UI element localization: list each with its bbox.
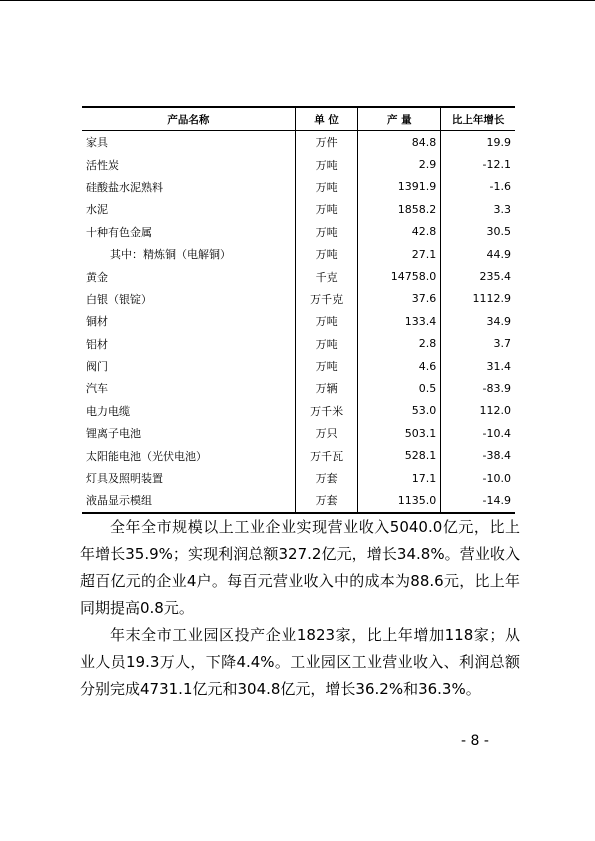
quantity-cell: 2.9 [358,153,441,175]
header-unit: 单 位 [295,107,357,131]
table-row [82,153,515,175]
unit-cell: 万吨 [295,243,357,265]
quantity-cell: 53.0 [358,400,441,422]
growth-cell: 44.9 [441,243,515,265]
unit-cell: 万吨 [295,221,357,243]
product-name-cell: 灯具及照明装置 [86,472,163,486]
product-name-cell: 黄金 [86,270,108,284]
growth-cell: -10.0 [441,467,515,489]
quantity-cell: 2.8 [358,333,441,355]
quantity-cell: 503.1 [358,422,441,444]
quantity-cell: 37.6 [358,288,441,310]
product-name-cell: 电力电缆 [86,404,130,418]
table-row [82,243,515,265]
table-row [82,221,515,243]
table-row [82,288,515,310]
growth-cell: -10.4 [441,422,515,444]
unit-cell: 万吨 [295,310,357,332]
growth-cell: 1112.9 [441,288,515,310]
growth-cell: -38.4 [441,444,515,466]
product-name-cell: 太阳能电池（光伏电池） [86,449,207,463]
unit-cell: 万千克 [295,288,357,310]
growth-cell: 3.3 [441,198,515,220]
unit-cell: 万千米 [295,400,357,422]
growth-cell: 3.7 [441,333,515,355]
header-quantity: 产 量 [358,107,441,131]
quantity-cell: 0.5 [358,377,441,399]
growth-cell: 112.0 [441,400,515,422]
product-name-cell: 其中：精炼铜（电解铜） [110,248,231,262]
growth-cell: 235.4 [441,265,515,287]
table-row [82,333,515,355]
unit-cell: 万辆 [295,377,357,399]
unit-cell: 万只 [295,422,357,444]
table-row [82,198,515,220]
top-rule [0,0,595,1]
table-row [82,489,515,512]
table-row [82,422,515,444]
table-row [82,176,515,198]
quantity-cell: 1858.2 [358,198,441,220]
unit-cell: 万吨 [295,176,357,198]
product-name-cell: 家具 [86,136,108,150]
product-name-cell: 水泥 [86,203,108,217]
quantity-cell: 84.8 [358,131,441,154]
unit-cell: 万吨 [295,355,357,377]
header-growth: 比上年增长 [441,107,515,131]
unit-cell: 万吨 [295,333,357,355]
growth-cell: 19.9 [441,131,515,154]
paragraph-revenue: 全年全市规模以上工业企业实现营业收入5040.0亿元，比上年增长35.9%；实现利润总额327.2亿元，增长34.8%。营业收入超百亿元的企业4户。每百元营业收入中的成本为88.6元，比上年同期提高0.8元。 [80,518,520,617]
product-name-cell: 锂离子电池 [86,427,141,441]
product-name-cell: 液晶显示模组 [86,494,152,508]
product-name-cell: 铜材 [86,315,108,329]
quantity-cell: 14758.0 [358,265,441,287]
product-name-cell: 阀门 [86,360,108,374]
table-body [82,131,515,513]
quantity-cell: 133.4 [358,310,441,332]
body-text [80,514,520,703]
table-row [82,444,515,466]
product-name-cell: 硅酸盐水泥熟料 [86,180,163,194]
product-name-cell: 汽车 [86,382,108,396]
page-number: - 8 - [461,733,489,749]
unit-cell: 万千瓦 [295,444,357,466]
quantity-cell: 1135.0 [358,489,441,512]
quantity-cell: 4.6 [358,355,441,377]
table-row [82,400,515,422]
header-product-name: 产品名称 [82,107,295,131]
unit-cell: 万套 [295,467,357,489]
growth-cell: -83.9 [441,377,515,399]
paragraph-industrial-parks: 年末全市工业园区投产企业1823家，比上年增加118家；从业人员19.3万人，下降4.4%。工业园区工业营业收入、利润总额分别完成4731.1亿元和304.8亿元，增长36.2%和36.3%。 [80,626,520,698]
quantity-cell: 27.1 [358,243,441,265]
unit-cell: 万吨 [295,153,357,175]
product-output-table [82,106,515,514]
quantity-cell: 42.8 [358,221,441,243]
product-name-cell: 活性炭 [86,158,119,172]
quantity-cell: 1391.9 [358,176,441,198]
table-row [82,131,515,154]
table-row [82,355,515,377]
product-name-cell: 十种有色金属 [86,225,152,239]
product-name-cell: 白银（银锭） [86,292,152,306]
growth-cell: -1.6 [441,176,515,198]
table-row [82,310,515,332]
quantity-cell: 17.1 [358,467,441,489]
growth-cell: 30.5 [441,221,515,243]
unit-cell: 千克 [295,265,357,287]
unit-cell: 万套 [295,489,357,512]
table-row [82,377,515,399]
growth-cell: -14.9 [441,489,515,512]
unit-cell: 万件 [295,131,357,154]
growth-cell: 34.9 [441,310,515,332]
table-row [82,265,515,287]
product-name-cell: 铝材 [86,337,108,351]
quantity-cell: 528.1 [358,444,441,466]
unit-cell: 万吨 [295,198,357,220]
table-header-row [82,107,515,131]
growth-cell: 31.4 [441,355,515,377]
growth-cell: -12.1 [441,153,515,175]
table-row [82,467,515,489]
